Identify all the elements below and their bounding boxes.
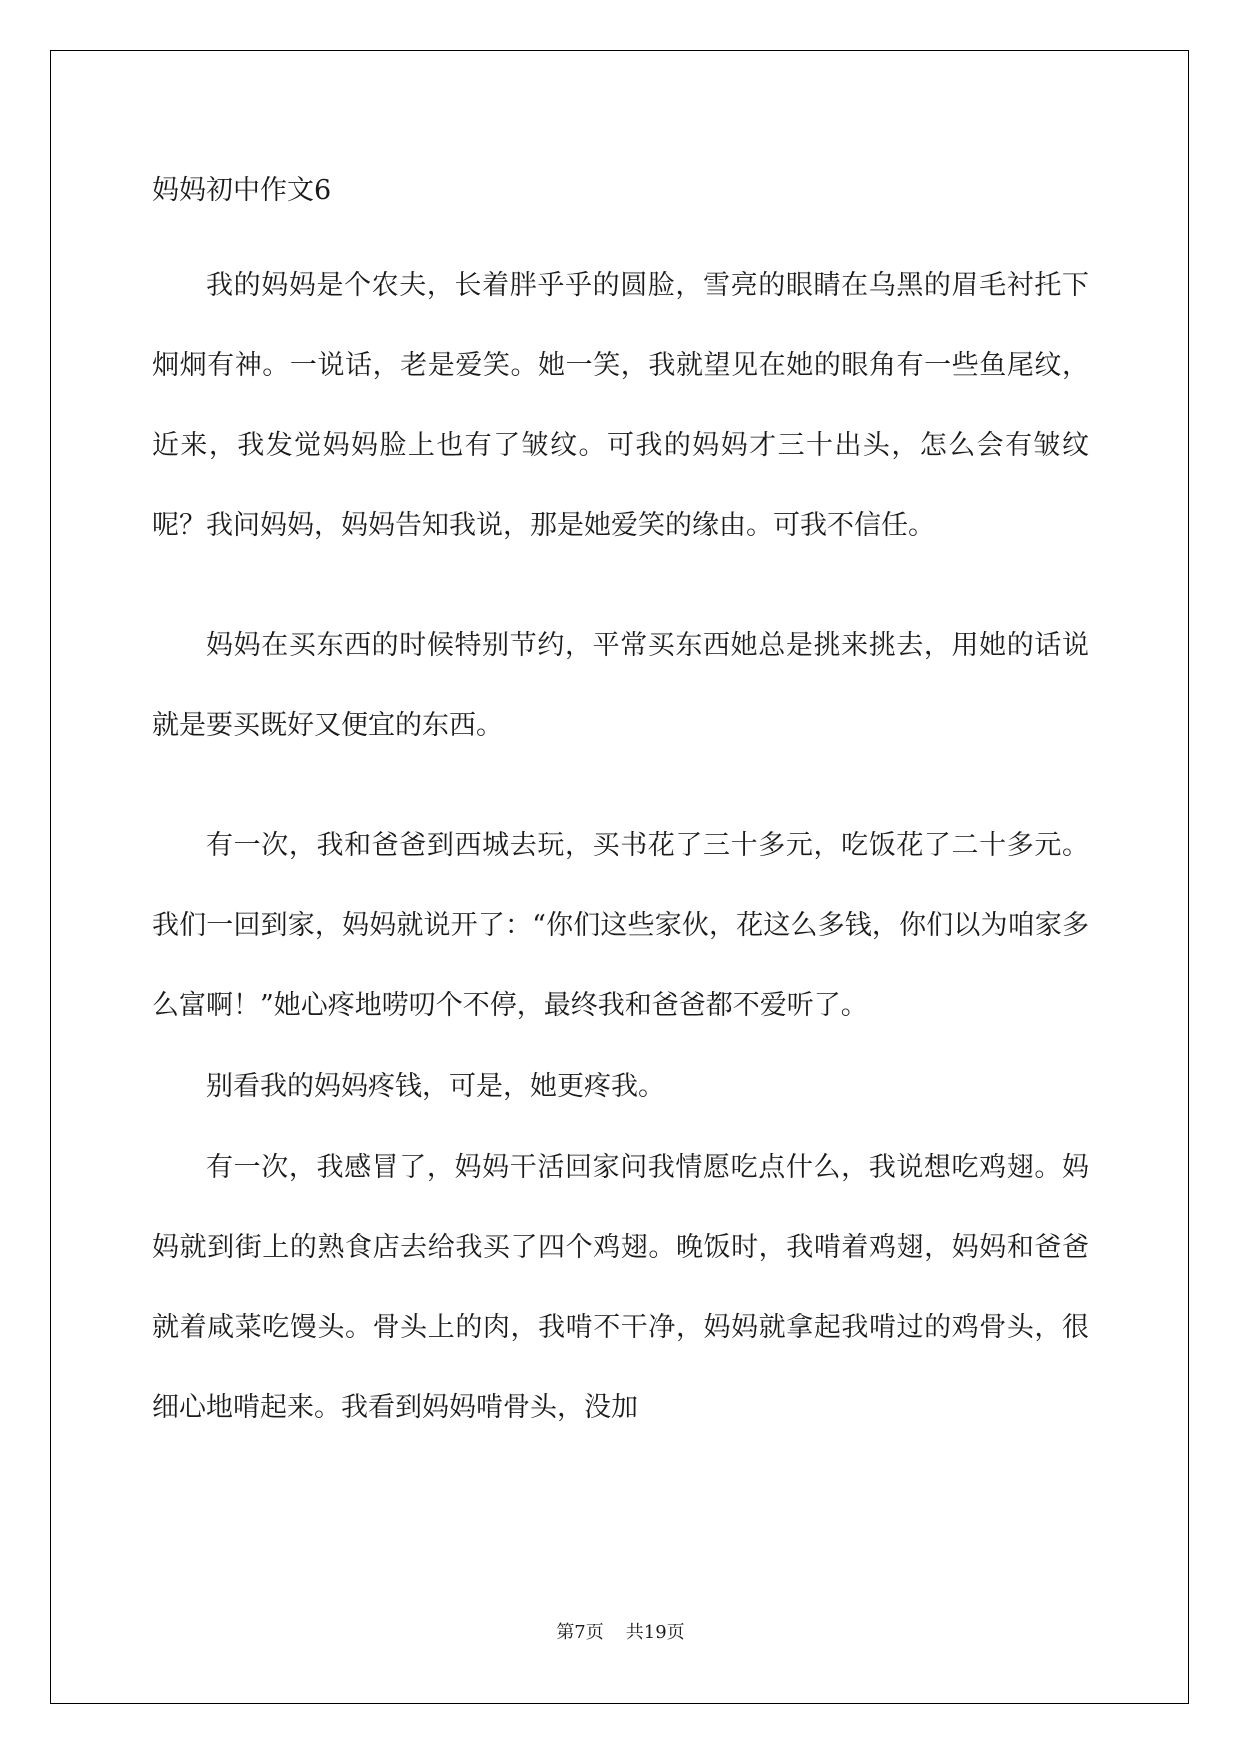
page-number: 第7页 (556, 1622, 604, 1643)
page-footer (0, 1618, 1241, 1644)
document-title: 妈妈初中作文6 (152, 175, 332, 206)
document-body (152, 171, 1089, 1448)
paragraph: 有一次，我和爸爸到西城去玩，买书花了三十多元，吃饭花了二十多元。我们一回到家，妈妈就说开了：“你们这些家伙，花这么多钱，你们以为咱家多么富啊！”她心疼地唠叨个不停，最终我和爸爸都不爱听了。 (152, 830, 1089, 1021)
paragraph: 我的妈妈是个农夫，长着胖乎乎的圆脸，雪亮的眼睛在乌黑的眉毛衬托下炯炯有神。一说话，老是爱笑。她一笑，我就望见在她的眼角有一些鱼尾纹，近来，我发觉妈妈脸上也有了皱纹。可我的妈妈才三十出头，怎么会有皱纹呢？我问妈妈，妈妈告知我说，那是她爱笑的缘由。可我不信任。 (152, 270, 1089, 541)
paragraph: 有一次，我感冒了，妈妈干活回家问我情愿吃点什么，我说想吃鸡翅。妈妈就到街上的熟食店去给我买了四个鸡翅。晚饭时，我啃着鸡翅，妈妈和爸爸就着咸菜吃馒头。骨头上的肉，我啃不干净，妈妈就拿起我啃过的鸡骨头，很细心地啃起来。我看到妈妈啃骨头，没加 (152, 1152, 1089, 1423)
paragraph: 妈妈在买东西的时候特别节约，平常买东西她总是挑来挑去，用她的话说就是要买既好又便宜的东西。 (152, 630, 1089, 741)
paragraph: 别看我的妈妈疼钱，可是，她更疼我。 (206, 1071, 665, 1102)
page-total: 共19页 (625, 1622, 685, 1643)
